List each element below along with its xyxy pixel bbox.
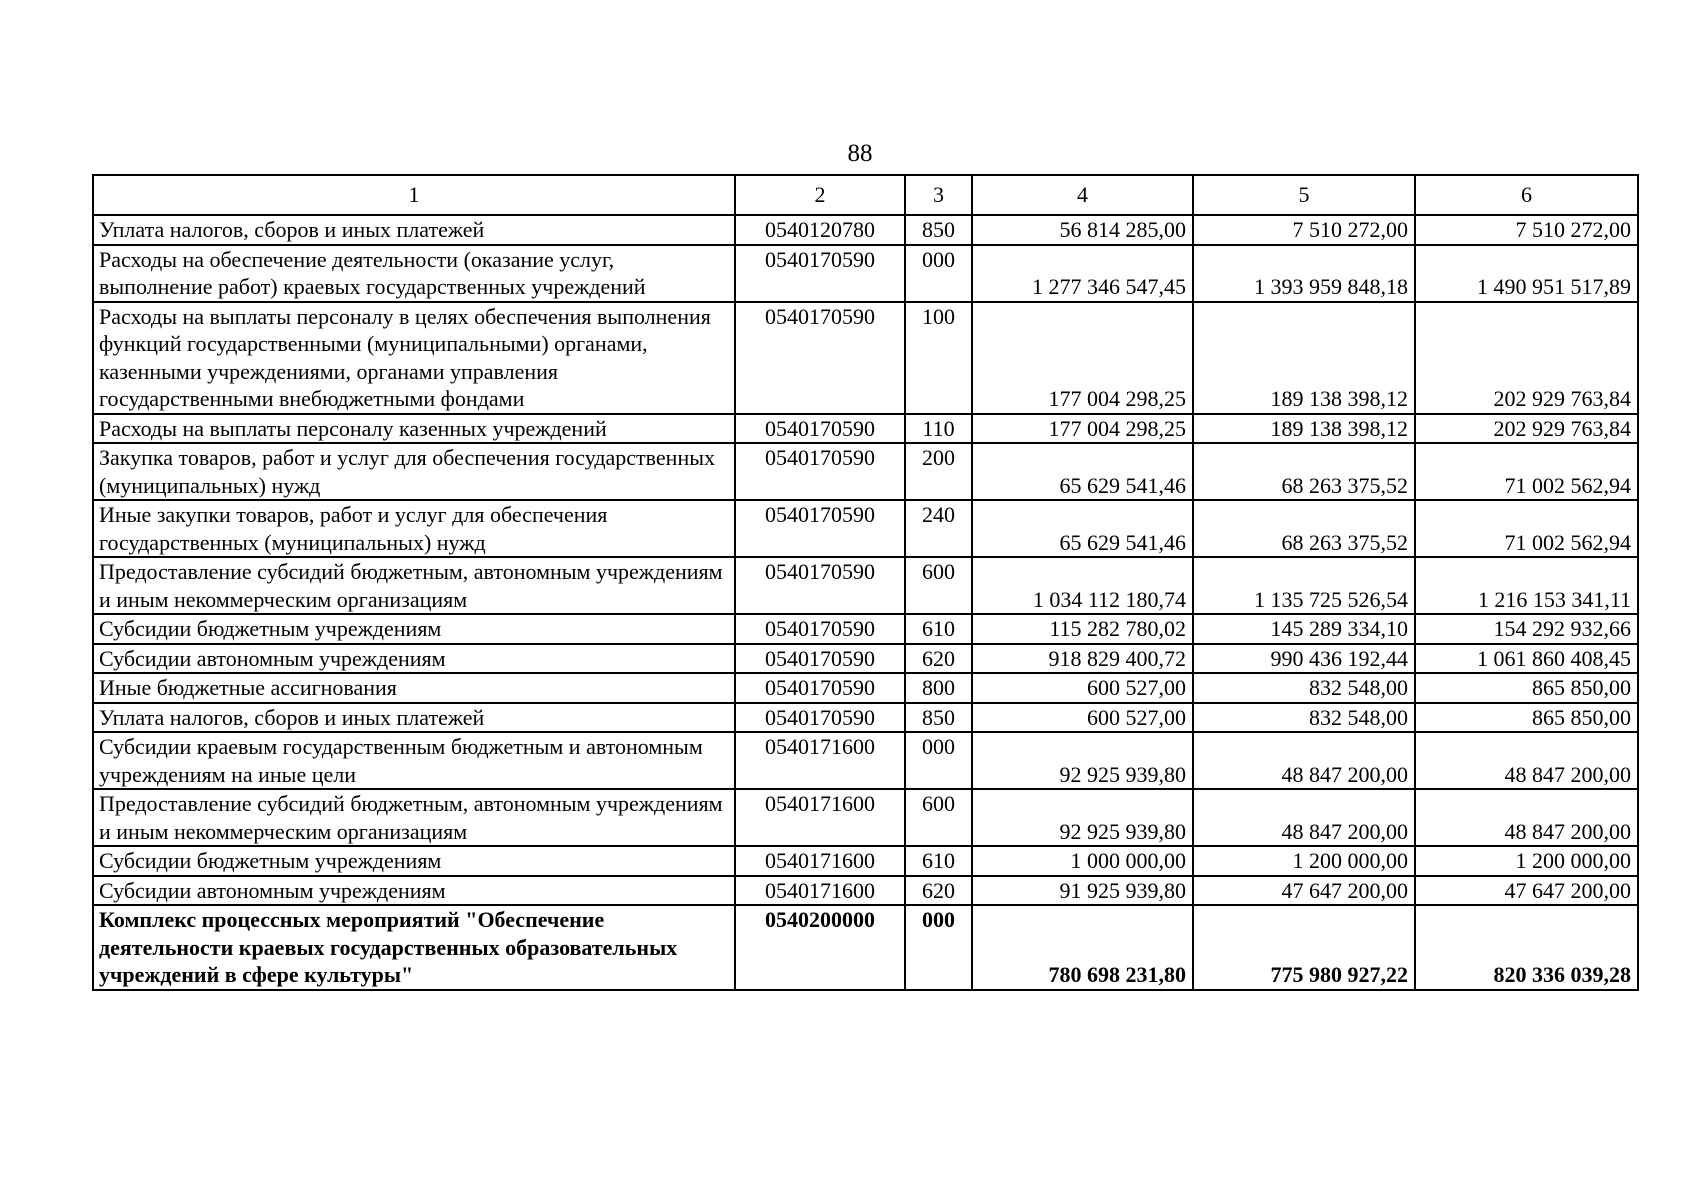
row-name: Субсидии бюджетным учреждениям: [93, 846, 735, 876]
amount-col-6: 71 002 562,94: [1415, 500, 1638, 557]
amount-col-6: 865 850,00: [1415, 703, 1638, 733]
row-name: Иные закупки товаров, работ и услуг для обеспечения государственных (муниципальных) нужд: [93, 500, 735, 557]
row-name: Субсидии бюджетным учреждениям: [93, 614, 735, 644]
row-name: Предоставление субсидий бюджетным, автономным учреждениям и иным некоммерческим организациям: [93, 557, 735, 614]
expense-type-code: 240: [905, 500, 972, 557]
table-row: [93, 673, 1638, 703]
amount-col-5: 68 263 375,52: [1193, 443, 1415, 500]
amount-col-5: 68 263 375,52: [1193, 500, 1415, 557]
row-name: Комплекс процессных мероприятий "Обеспечение деятельности краевых государственных образовательных учреждений в сфере культуры": [93, 905, 735, 990]
amount-col-5: 1 200 000,00: [1193, 846, 1415, 876]
amount-col-6: 1 216 153 341,11: [1415, 557, 1638, 614]
target-article-code: 0540170590: [735, 414, 905, 444]
row-name: Субсидии краевым государственным бюджетным и автономным учреждениям на иные цели: [93, 732, 735, 789]
target-article-code: 0540171600: [735, 789, 905, 846]
target-article-code: 0540171600: [735, 876, 905, 906]
target-article-code: 0540170590: [735, 245, 905, 302]
target-article-code: 0540171600: [735, 846, 905, 876]
target-article-code: 0540200000: [735, 905, 905, 990]
row-name: Уплата налогов, сборов и иных платежей: [93, 215, 735, 245]
row-name: Расходы на выплаты персоналу казенных учреждений: [93, 414, 735, 444]
amount-col-6: 71 002 562,94: [1415, 443, 1638, 500]
table-row: [93, 443, 1638, 500]
amount-col-4: 600 527,00: [972, 703, 1193, 733]
amount-col-6: 1 061 860 408,45: [1415, 644, 1638, 674]
amount-col-4: 177 004 298,25: [972, 414, 1193, 444]
expense-type-code: 850: [905, 215, 972, 245]
amount-col-6: 7 510 272,00: [1415, 215, 1638, 245]
amount-col-4: 780 698 231,80: [972, 905, 1193, 990]
expense-type-code: 000: [905, 245, 972, 302]
amount-col-4: 1 034 112 180,74: [972, 557, 1193, 614]
expense-type-code: 000: [905, 732, 972, 789]
row-name: Субсидии автономным учреждениям: [93, 876, 735, 906]
target-article-code: 0540171600: [735, 732, 905, 789]
amount-col-6: 154 292 932,66: [1415, 614, 1638, 644]
table-row: [93, 905, 1638, 990]
amount-col-5: 189 138 398,12: [1193, 414, 1415, 444]
amount-col-5: 7 510 272,00: [1193, 215, 1415, 245]
amount-col-4: 92 925 939,80: [972, 732, 1193, 789]
table-row: [93, 644, 1638, 674]
target-article-code: 0540170590: [735, 703, 905, 733]
amount-col-6: 48 847 200,00: [1415, 789, 1638, 846]
expense-type-code: 600: [905, 557, 972, 614]
amount-col-4: 600 527,00: [972, 673, 1193, 703]
expense-type-code: 620: [905, 644, 972, 674]
expense-type-code: 800: [905, 673, 972, 703]
table-row: [93, 614, 1638, 644]
amount-col-5: 145 289 334,10: [1193, 614, 1415, 644]
table-row: [93, 732, 1638, 789]
budget-table: [92, 174, 1639, 991]
column-header: 6: [1415, 175, 1638, 215]
table-row: [93, 302, 1638, 414]
amount-col-4: 92 925 939,80: [972, 789, 1193, 846]
amount-col-5: 48 847 200,00: [1193, 789, 1415, 846]
amount-col-6: 202 929 763,84: [1415, 414, 1638, 444]
expense-type-code: 600: [905, 789, 972, 846]
expense-type-code: 200: [905, 443, 972, 500]
table-row: [93, 789, 1638, 846]
amount-col-4: 918 829 400,72: [972, 644, 1193, 674]
target-article-code: 0540170590: [735, 443, 905, 500]
amount-col-5: 832 548,00: [1193, 703, 1415, 733]
amount-col-4: 65 629 541,46: [972, 500, 1193, 557]
expense-type-code: 850: [905, 703, 972, 733]
amount-col-4: 65 629 541,46: [972, 443, 1193, 500]
row-name: Расходы на обеспечение деятельности (оказание услуг, выполнение работ) краевых государственных учреждений: [93, 245, 735, 302]
page-number: 88: [847, 140, 873, 167]
column-header: 4: [972, 175, 1193, 215]
row-name: Расходы на выплаты персоналу в целях обеспечения выполнения функций государственными (муниципальными) органами, казенными учреждениями, органами управления государственными внебюджетными фондами: [93, 302, 735, 414]
amount-col-5: 832 548,00: [1193, 673, 1415, 703]
amount-col-4: 1 000 000,00: [972, 846, 1193, 876]
amount-col-6: 820 336 039,28: [1415, 905, 1638, 990]
column-header: 5: [1193, 175, 1415, 215]
expense-type-code: 620: [905, 876, 972, 906]
amount-col-4: 1 277 346 547,45: [972, 245, 1193, 302]
amount-col-5: 189 138 398,12: [1193, 302, 1415, 414]
expense-type-code: 610: [905, 614, 972, 644]
target-article-code: 0540170590: [735, 302, 905, 414]
amount-col-5: 48 847 200,00: [1193, 732, 1415, 789]
table-row: [93, 703, 1638, 733]
amount-col-6: 48 847 200,00: [1415, 732, 1638, 789]
amount-col-5: 1 393 959 848,18: [1193, 245, 1415, 302]
table-row: [93, 245, 1638, 302]
target-article-code: 0540170590: [735, 614, 905, 644]
amount-col-5: 990 436 192,44: [1193, 644, 1415, 674]
amount-col-6: 1 200 000,00: [1415, 846, 1638, 876]
amount-col-6: 865 850,00: [1415, 673, 1638, 703]
amount-col-4: 177 004 298,25: [972, 302, 1193, 414]
target-article-code: 0540120780: [735, 215, 905, 245]
expense-type-code: 000: [905, 905, 972, 990]
target-article-code: 0540170590: [735, 500, 905, 557]
table-row: [93, 500, 1638, 557]
amount-col-6: 1 490 951 517,89: [1415, 245, 1638, 302]
amount-col-5: 775 980 927,22: [1193, 905, 1415, 990]
expense-type-code: 110: [905, 414, 972, 444]
expense-type-code: 610: [905, 846, 972, 876]
row-name: Субсидии автономным учреждениям: [93, 644, 735, 674]
expense-type-code: 100: [905, 302, 972, 414]
table-row: [93, 414, 1638, 444]
column-header: 3: [905, 175, 972, 215]
row-name: Закупка товаров, работ и услуг для обеспечения государственных (муниципальных) нужд: [93, 443, 735, 500]
amount-col-6: 47 647 200,00: [1415, 876, 1638, 906]
column-header: 2: [735, 175, 905, 215]
target-article-code: 0540170590: [735, 557, 905, 614]
target-article-code: 0540170590: [735, 644, 905, 674]
target-article-code: 0540170590: [735, 673, 905, 703]
row-name: Иные бюджетные ассигнования: [93, 673, 735, 703]
column-number-row: [93, 175, 1638, 215]
table-row: [93, 215, 1638, 245]
row-name: Уплата налогов, сборов и иных платежей: [93, 703, 735, 733]
amount-col-4: 56 814 285,00: [972, 215, 1193, 245]
row-name: Предоставление субсидий бюджетным, автономным учреждениям и иным некоммерческим организациям: [93, 789, 735, 846]
table-row: [93, 557, 1638, 614]
table-row: [93, 876, 1638, 906]
amount-col-4: 115 282 780,02: [972, 614, 1193, 644]
amount-col-5: 47 647 200,00: [1193, 876, 1415, 906]
column-header: 1: [93, 175, 735, 215]
amount-col-4: 91 925 939,80: [972, 876, 1193, 906]
table-row: [93, 846, 1638, 876]
amount-col-5: 1 135 725 526,54: [1193, 557, 1415, 614]
amount-col-6: 202 929 763,84: [1415, 302, 1638, 414]
